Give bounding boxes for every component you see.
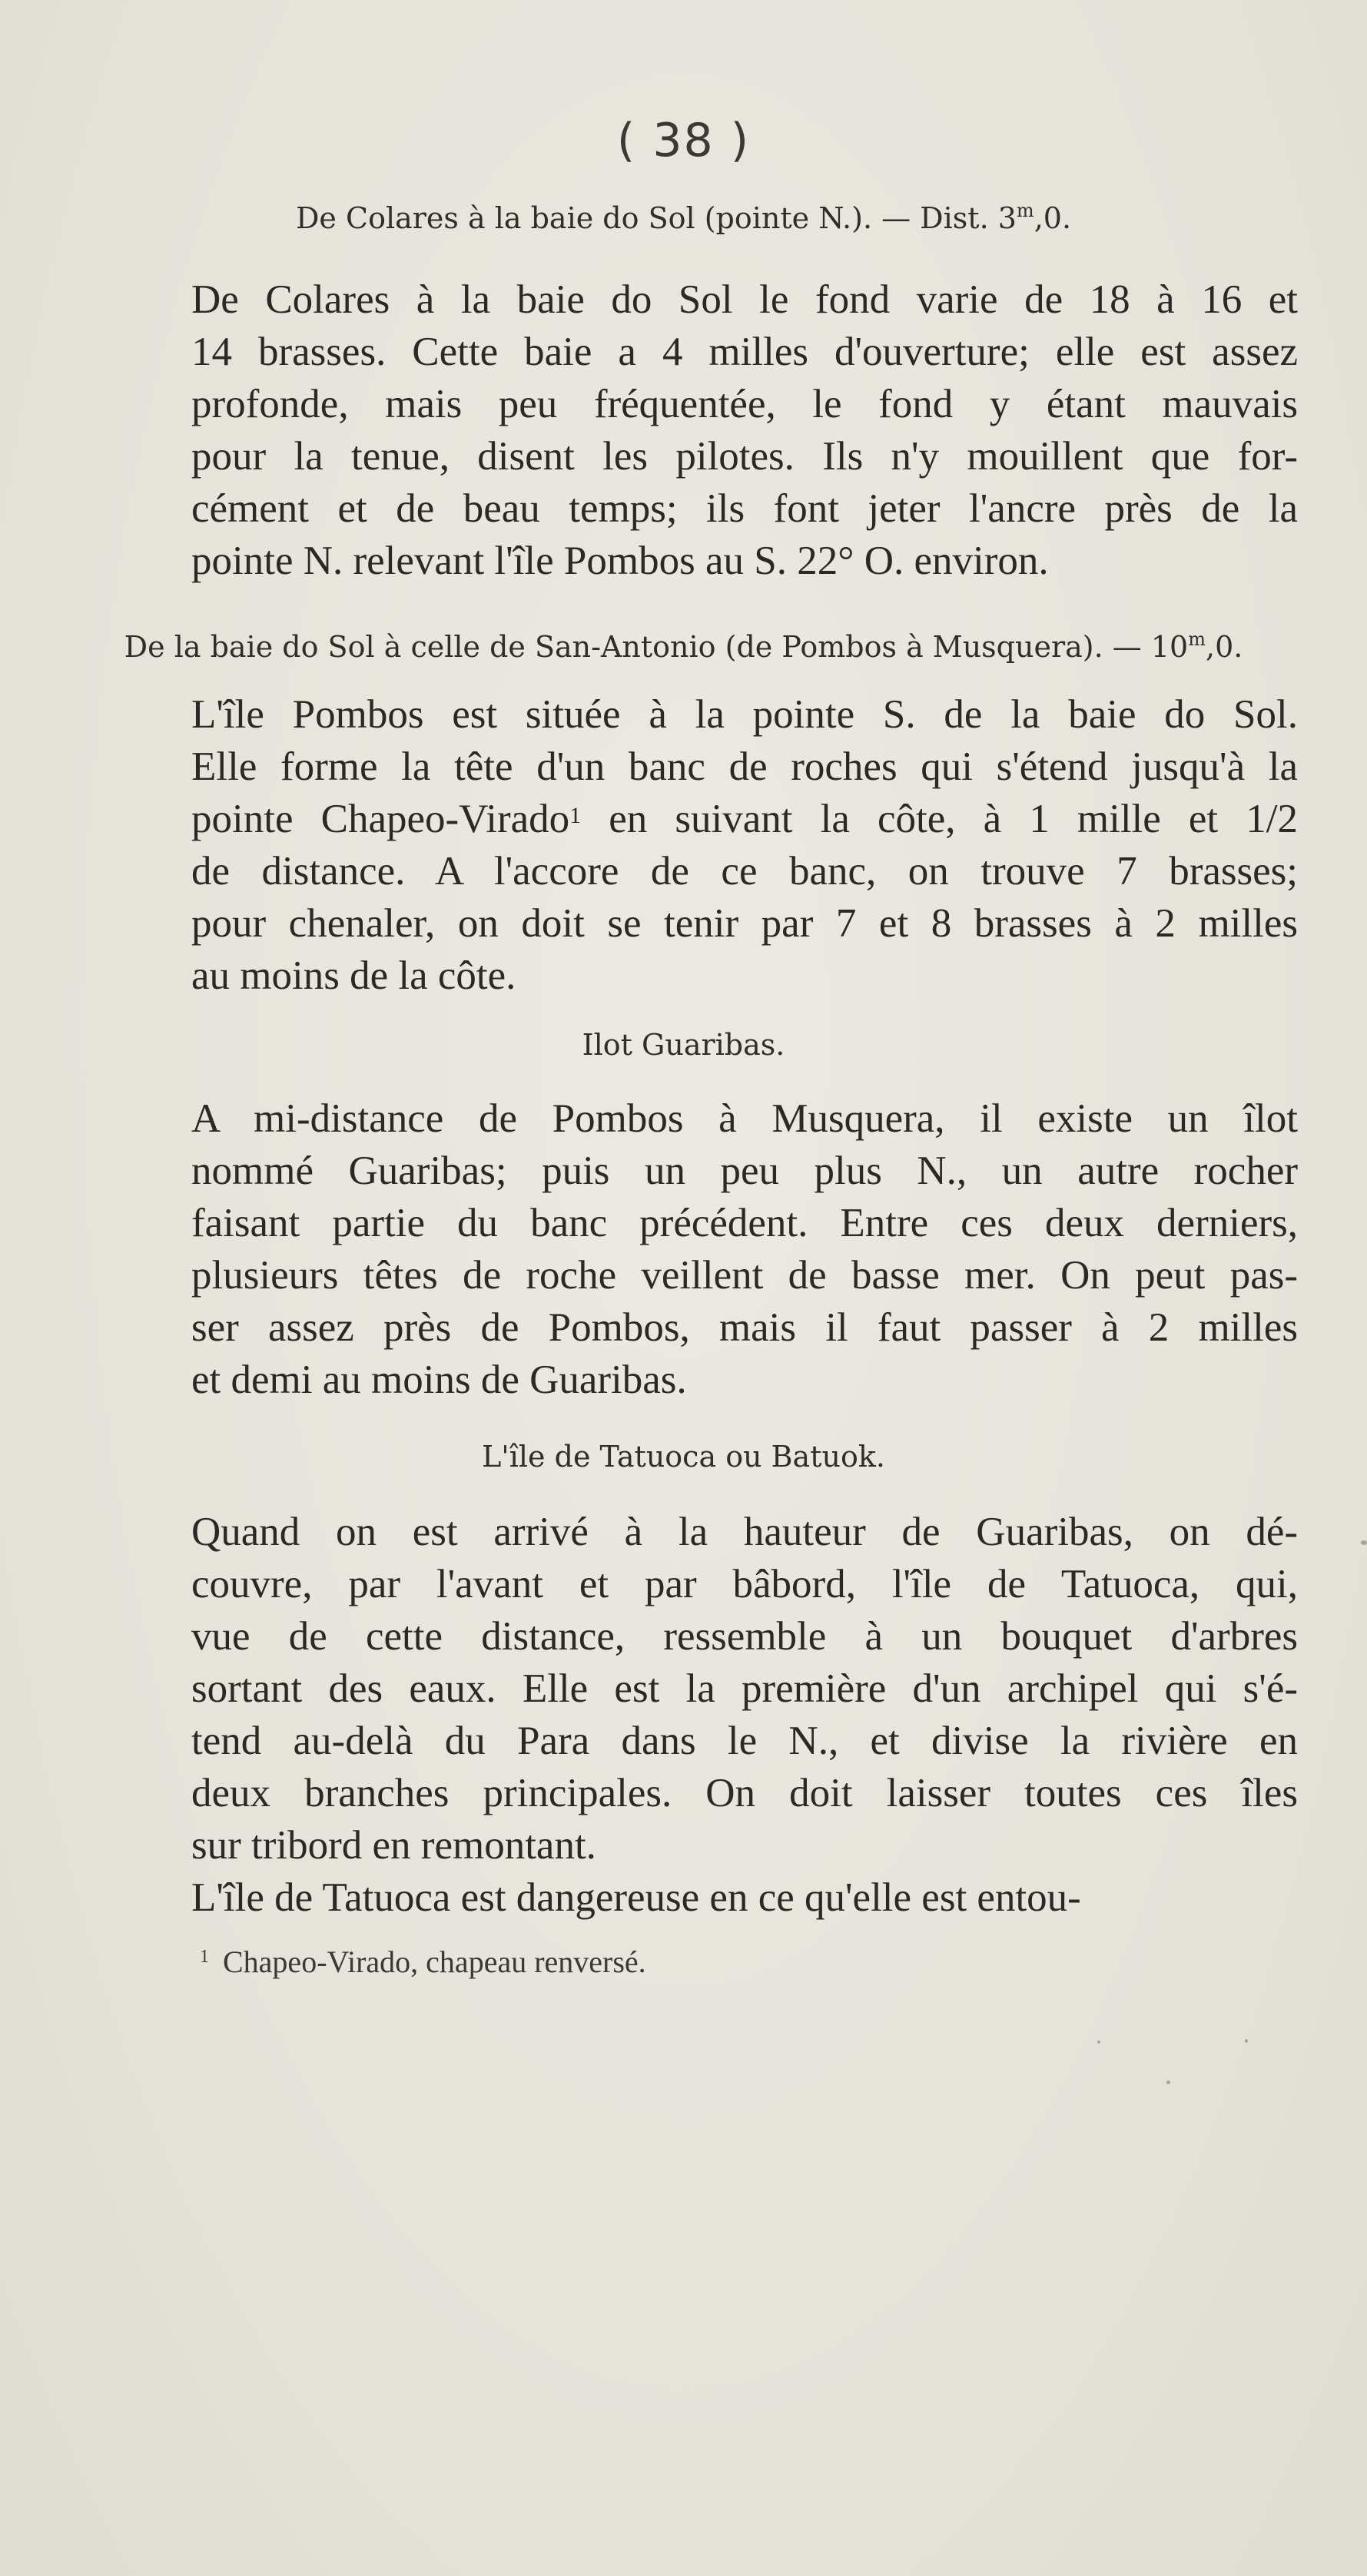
text-line: pour la tenue, disent les pilotes. Ils n'y mouillent que for- <box>191 434 1298 479</box>
paper-speck <box>1361 1540 1367 1545</box>
heading-text: De la baie do Sol à celle de San-Antonio (de Pombos à Musquera). — 10 <box>124 630 1189 664</box>
text-line: De Colares à la baie do Sol le fond varie de 18 à 16 et <box>191 277 1298 322</box>
section-heading-colares <box>0 201 1367 235</box>
paragraph-colares <box>191 274 1298 587</box>
text-line: ser assez près de Pombos, mais il faut passer à 2 milles <box>191 1305 1298 1350</box>
paragraph-tatuoca <box>191 1506 1298 1924</box>
text-line: cément et de beau temps; ils font jeter l'ancre près de la <box>191 486 1298 531</box>
text-fragment: en suivant la côte, à 1 mille et 1/2 <box>581 797 1298 841</box>
heading-text: De Colares à la baie do Sol (pointe N.). — Dist. 3 <box>295 201 1017 235</box>
page-number: ( 38 ) <box>616 114 751 167</box>
heading-end: ,0. <box>1205 630 1243 664</box>
text-line: faisant partie du banc précédent. Entre ces deux derniers, <box>191 1201 1298 1245</box>
footnote-text: Chapeo-Virado, chapeau renversé. <box>223 1944 646 1979</box>
text-line: Elle forme la tête d'un banc de roches qui s'étend jusqu'à la <box>191 744 1298 789</box>
paper-speck <box>1245 2039 1248 2043</box>
text-line: couvre, par l'avant et par bâbord, l'île de Tatuoca, qui, <box>191 1562 1298 1606</box>
paragraph-guaribas <box>191 1092 1298 1406</box>
text-line: vue de cette distance, ressemble à un bouquet d'arbres <box>191 1614 1298 1659</box>
section-heading-tatuoca: L'île de Tatuoca ou Batuok. <box>482 1440 885 1474</box>
paper-speck <box>1097 2041 1100 2044</box>
text-line: plusieurs têtes de roche veillent de basse mer. On peut pas- <box>191 1253 1298 1298</box>
text-line: L'île de Tatuoca est dangereuse en ce qu'elle est entou- <box>191 1875 1081 1920</box>
footnote-ref: 1 <box>569 803 582 828</box>
footnote <box>200 1944 646 1980</box>
text-line: sortant des eaux. Elle est la première d'un archipel qui s'é- <box>191 1666 1298 1711</box>
text-line: A mi-distance de Pombos à Musquera, il existe un îlot <box>191 1096 1298 1141</box>
paragraph-pombos <box>191 688 1298 1002</box>
heading-end: ,0. <box>1034 201 1072 235</box>
paper-speck <box>1166 2080 1170 2084</box>
heading-sup: m <box>1188 628 1206 650</box>
section-heading-san-antonio <box>0 630 1367 664</box>
text-line: pointe N. relevant l'île Pombos au S. 22° O. environ. <box>191 539 1049 583</box>
text-line: Quand on est arrivé à la hauteur de Guaribas, on dé- <box>191 1510 1298 1554</box>
text-line: de distance. A l'accore de ce banc, on trouve 7 brasses; <box>191 849 1298 893</box>
text-line: et demi au moins de Guaribas. <box>191 1358 687 1402</box>
text-line: tend au-delà du Para dans le N., et divise la rivière en <box>191 1719 1298 1763</box>
text-line: profonde, mais peu fréquentée, le fond y étant mauvais <box>191 382 1298 426</box>
text-line: nommé Guaribas; puis un peu plus N., un autre rocher <box>191 1149 1298 1193</box>
text-fragment: pointe Chapeo-Virado <box>191 797 570 841</box>
text-line: deux branches principales. On doit laisser toutes ces îles <box>191 1771 1298 1815</box>
section-heading-guaribas: Ilot Guaribas. <box>582 1028 785 1062</box>
footnote-marker: 1 <box>200 1947 209 1967</box>
text-line: pour chenaler, on doit se tenir par 7 et 8 brasses à 2 milles <box>191 901 1298 946</box>
text-line: 14 brasses. Cette baie a 4 milles d'ouverture; elle est assez <box>191 330 1298 374</box>
text-line: au moins de la côte. <box>191 953 516 998</box>
text-line: sur tribord en remontant. <box>191 1823 596 1868</box>
heading-sup: m <box>1016 200 1034 221</box>
text-line: L'île Pombos est située à la pointe S. de la baie do Sol. <box>191 692 1298 737</box>
text-line-with-footnote <box>191 793 1298 845</box>
